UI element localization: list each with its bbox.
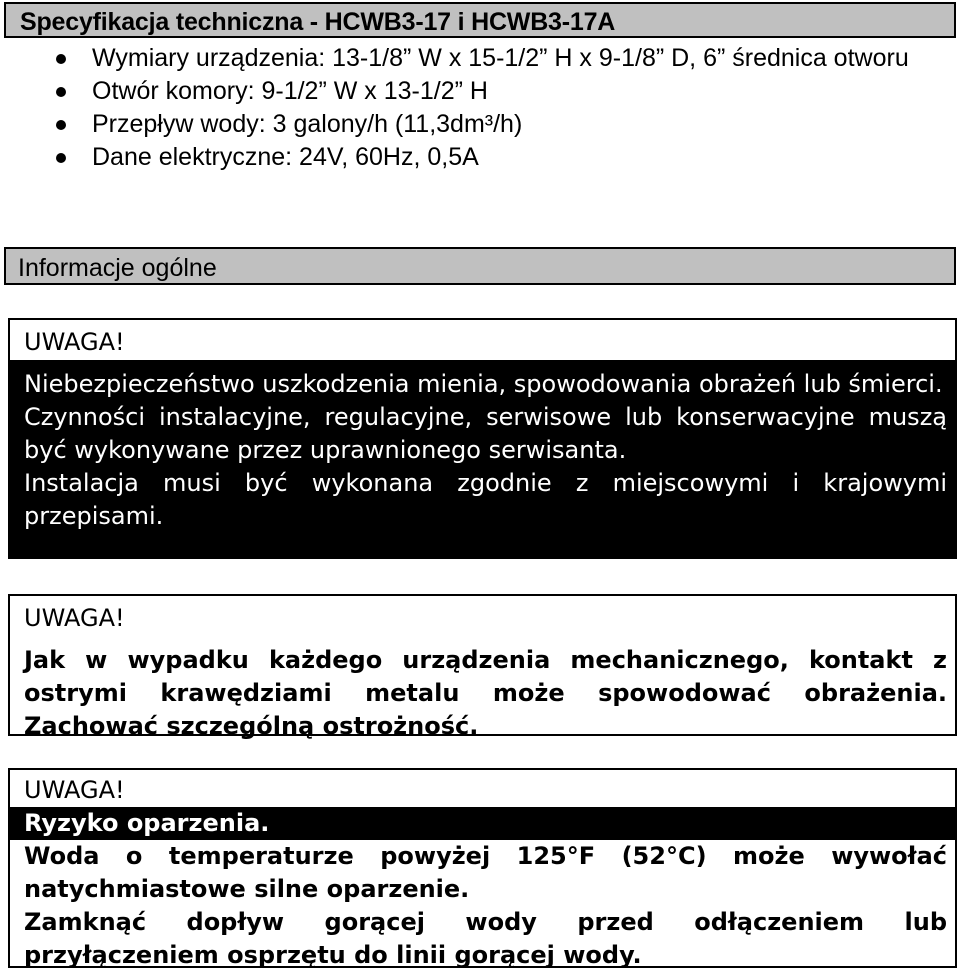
spec-item-text: Otwór komory: 9-1/2” W x 13-1/2” H [92,77,488,105]
spec-item-text: Przepływ wody: 3 galony/h (11,3dm³/h) [92,110,523,138]
warning-line: Ryzyko oparzenia. [10,807,955,840]
spec-item-text: Wymiary urządzenia: 13-1/8” W x 15-1/2” H x 9-1/8” D, 6” średnica otworu [92,44,909,72]
spec-item [0,141,960,174]
warning-label: UWAGA! [24,328,125,356]
warning-line: Jak w wypadku każdego urządzenia mechanicznego, kontakt z ostrymi krawędziami metalu może spowodować obrażenia. Zachować szczególną ostrożność. [24,646,947,740]
spec-item-text: Dane elektryczne: 24V, 60Hz, 0,5A [92,143,479,171]
warning-body [10,360,955,557]
spec-title: Specyfikacja techniczna - HCWB3-17 i HCWB3-17A [20,8,616,36]
warning-label: UWAGA! [24,776,125,804]
warning-body [10,807,955,969]
spec-item [0,108,960,141]
warning-line: Niebezpieczeństwo uszkodzenia mienia, spowodowania obrażeń lub śmierci. [24,370,943,398]
bullet-icon [56,120,66,130]
warning-line: Czynności instalacyjne, regulacyjne, serwisowe lub konserwacyjne muszą być wykonywane przez uprawnionego serwisanta. [24,403,947,464]
warning-box [8,768,957,968]
spec-list [0,42,960,174]
bullet-icon [56,87,66,97]
spec-section-header [4,2,956,38]
spec-item [0,75,960,108]
spec-item [0,42,960,75]
warning-body [10,636,955,740]
warning-line: Zamknąć dopływ gorącej wody przed odłączeniem lub przyłączeniem osprzętu do linii gorącej wody. [24,908,947,969]
warning-line: Woda o temperaturze powyżej 125°F (52°C) może wywołać natychmiastowe silne oparzenie. [24,842,947,903]
bullet-icon [56,153,66,163]
warning-box [8,318,957,559]
info-title: Informacje ogólne [18,254,217,282]
warning-label: UWAGA! [24,604,125,632]
info-section-header [4,247,956,285]
bullet-icon [56,54,66,64]
warning-line: Instalacja musi być wykonana zgodnie z miejscowymi i krajowymi przepisami. [24,469,947,530]
warning-box [8,594,957,740]
